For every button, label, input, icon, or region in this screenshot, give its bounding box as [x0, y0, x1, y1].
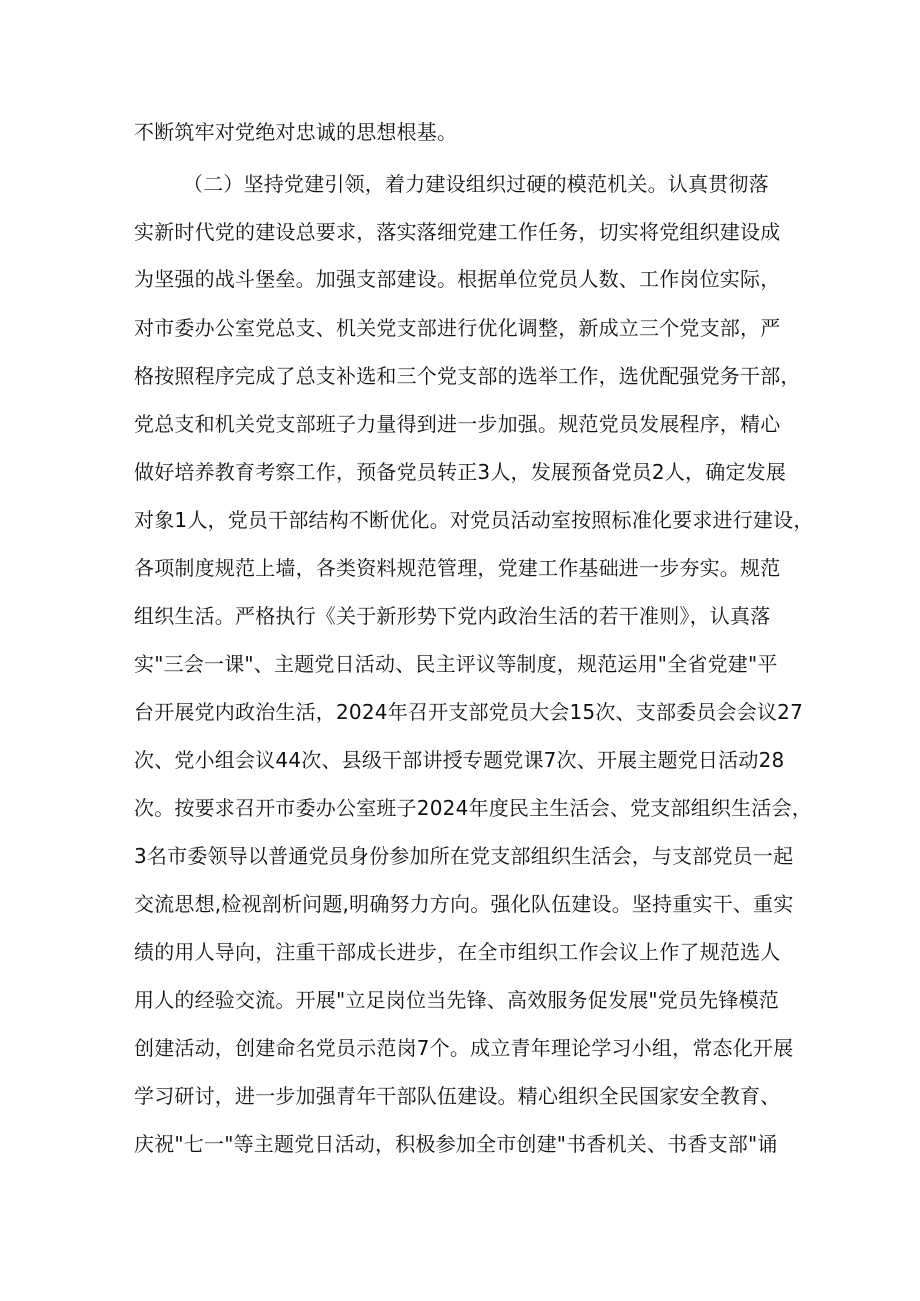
text-line: 不断筑牢对党绝对忠诚的思想根基。 [134, 120, 458, 144]
text-line: 格按照程序完成了总支补选和三个党支部的选举工作，选优配强党务干部， [134, 364, 801, 388]
text-line: 为坚强的战斗堡垒。加强支部建设。根据单位党员人数、工作岗位实际， [134, 267, 781, 291]
text-line: 创建活动，创建命名党员示范岗7个。成立青年理论学习小组，常态化开展 [134, 1036, 794, 1060]
text-line: 学习研讨，进一步加强青年干部队伍建设。精心组织全民国家安全教育、 [134, 1084, 781, 1108]
text-line: 实"三会一课"、主题党日活动、民主评议等制度，规范运用"全省党建"平 [134, 652, 778, 676]
text-line: 对市委办公室党总支、机关党支部进行优化调整，新成立三个党支部，严 [134, 316, 781, 340]
text-line: 绩的用人导向，注重干部成长进步，在全市组织工作会议上作了规范选人 [134, 940, 781, 964]
text-line: 各项制度规范上墙，各类资料规范管理，党建工作基础进一步夯实。规范 [134, 556, 781, 580]
text-line: 3名市委领导以普通党员身份参加所在党支部组织生活会，与支部党员一起 [134, 844, 794, 868]
text-line: 组织生活。严格执行《关于新形势下党内政治生活的若干准则》，认真落 [134, 604, 771, 628]
text-line: 台开展党内政治生活，2024年召开支部党员大会15次、支部委员会会议27 [134, 700, 803, 724]
text-line: 次。按要求召开市委办公室班子2024年度民主生活会、党支部组织生活会， [134, 796, 812, 820]
text-line: 用人的经验交流。开展"立足岗位当先锋、高效服务促发展"党员先锋模范 [134, 988, 779, 1012]
section-heading-line: （二）坚持党建引领，着力建设组织过硬的模范机关。认真贯彻落 [183, 172, 769, 196]
text-line: 对象1人，党员干部结构不断优化。对党员活动室按照标准化要求进行建设， [134, 508, 814, 532]
text-line: 交流思想,检视剖析问题,明确努力方向。强化队伍建设。坚持重实干、重实 [134, 892, 794, 916]
text-line: 做好培养教育考察工作，预备党员转正3人，发展预备党员2人，确定发展 [134, 460, 787, 484]
text-line: 庆祝"七一"等主题党日活动，积极参加全市创建"书香机关、书香支部"诵 [134, 1132, 778, 1156]
text-line: 实新时代党的建设总要求，落实落细党建工作任务，切实将党组织建设成 [134, 220, 781, 244]
text-line: 次、党小组会议44次、县级干部讲授专题党课7次、开展主题党日活动28 [134, 748, 785, 772]
text-line: 党总支和机关党支部班子力量得到进一步加强。规范党员发展程序，精心 [134, 412, 781, 436]
